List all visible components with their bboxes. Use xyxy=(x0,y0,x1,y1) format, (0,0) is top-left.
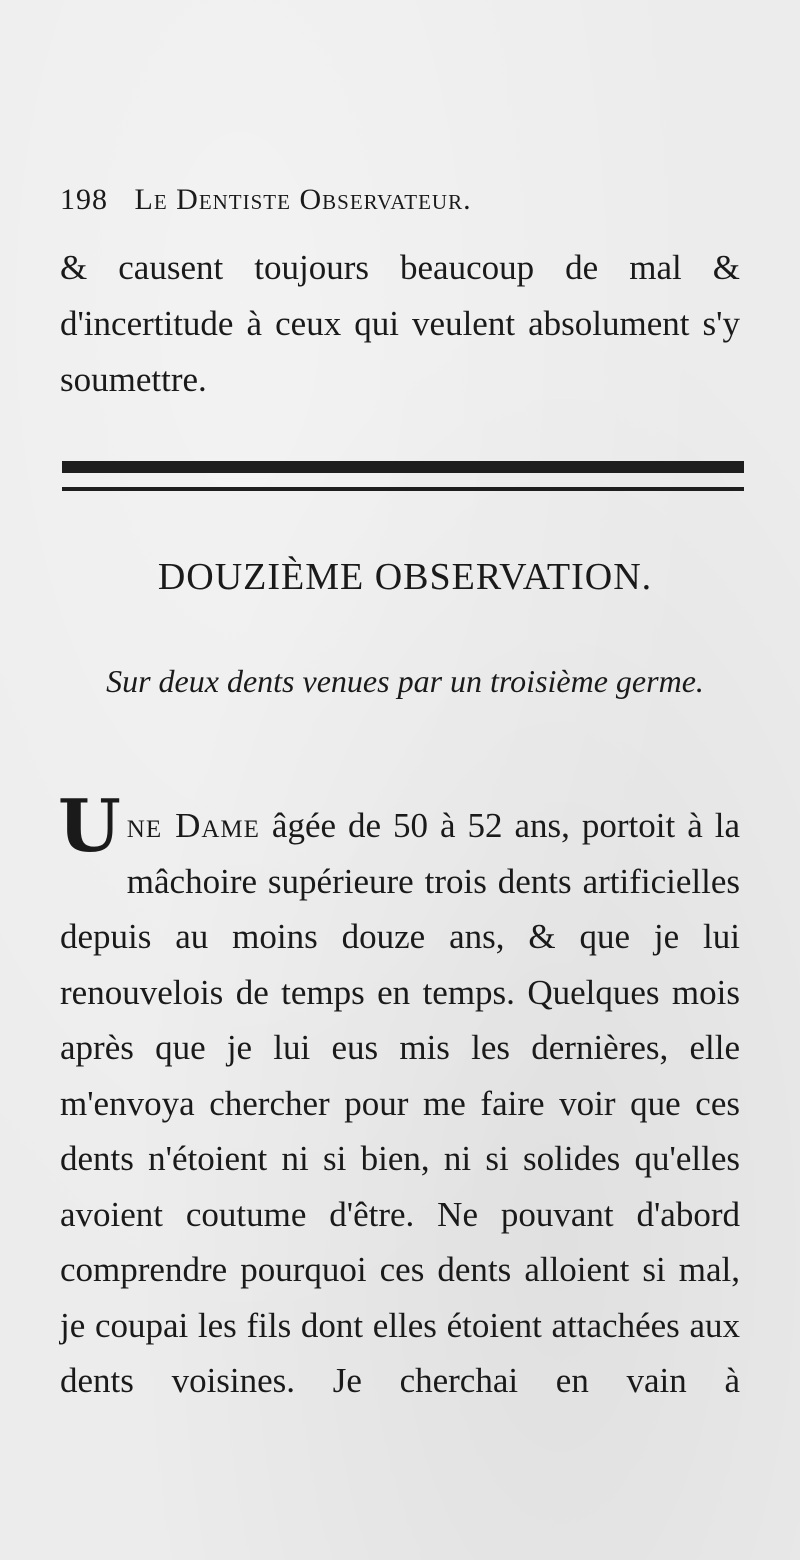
section-divider-thin xyxy=(62,487,744,491)
body-paragraph xyxy=(58,783,740,1409)
page-number: 198 xyxy=(60,183,108,216)
section-subtitle: Sur deux dents venues par un troisième germe. xyxy=(106,663,704,699)
section-divider-thick xyxy=(62,461,744,473)
body-text: âgée de 50 à 52 ans, portoit à la mâchoire supérieure trois dents artificielles depuis au moins douze ans, & que je lui renouvelois de temps en temps. Quelques mois après que je lui eus mis les dernières, elle m'envoya chercher pour me faire voir que ces dents n'étoient ni si bien, ni si solides qu'elles avoient coutume d'être. Ne pouvant d'abord comprendre pourquoi ces dents alloient si mal, je coupai les fils dont elles étoient attachées aux dents voisines. Je cherchai en vain à xyxy=(60,806,740,1400)
section-title: DOUZIÈME OBSERVATION. xyxy=(157,556,653,598)
intro-paragraph: & causent toujours beaucoup de mal & d'incertitude à ceux qui veulent absolument s'y soumettre. xyxy=(60,248,740,399)
running-header xyxy=(60,183,740,217)
running-title: Le Dentiste Observateur. xyxy=(134,183,472,216)
drop-cap: U xyxy=(58,783,121,868)
opening-words: ne Dame xyxy=(126,806,260,845)
